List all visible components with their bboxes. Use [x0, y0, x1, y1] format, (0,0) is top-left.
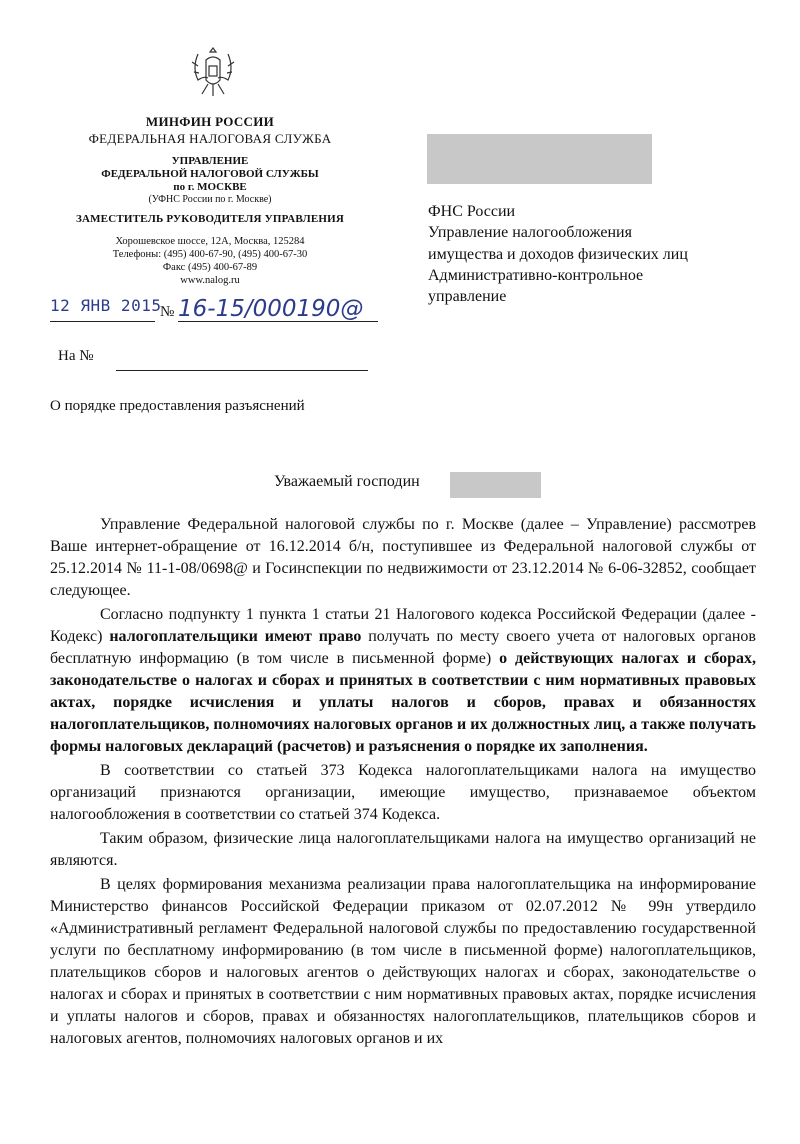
p2-bold-d: о действующих налогах и сборах, законодательстве о налогах и сборах и принятых в соответствии с ним нормативных правовых актах, порядке исчисления и уплаты налогов и сборов, правах и обязанностях налогоплательщиков, полномочиях налоговых органов и их должностных лиц, а также получать формы налоговых деклараций (расчетов) и разъяснения о порядке их заполнения. — [50, 650, 757, 755]
letterhead-fax: Факс (495) 400-67-89 — [162, 262, 258, 273]
paragraph-3: В соответствии со статьей 373 Кодекса налогоплательщиками налога на имущество организаций признаются организации, имеющие имущество, признаваемое объектом налогообложения в соответствии со статьей 374 Кодекса. — [50, 762, 756, 823]
p2-text-c: получать по месту своего учета от налоговых органов бесплатную информацию (в том числе в письменной форме) — [50, 628, 756, 667]
letter-body — [50, 514, 756, 1050]
addressee-line-1: ФНС России — [428, 203, 516, 220]
paragraph-4: Таким образом, физические лица налогоплательщиками налога на имущество организаций не являются. — [50, 830, 756, 869]
reference-label: На № — [58, 348, 94, 364]
department-abbrev: (УФНС России по г. Москве) — [148, 194, 272, 205]
date-underline — [50, 321, 155, 322]
addressee-line-3: имущества и доходов физических лиц — [428, 246, 688, 263]
redacted-name — [450, 472, 541, 498]
greeting: Уважаемый господин — [274, 473, 420, 490]
addressee-line-2: Управление налогообложения — [428, 224, 632, 241]
p2-text-a: Согласно подпункту 1 пункта 1 статьи 21 Налогового кодекса Российской Федерации (далее - Кодекс) — [50, 606, 756, 645]
coat-of-arms-emblem — [188, 44, 238, 102]
registration-date-stamp: 12 ЯНВ 2015 — [50, 296, 162, 315]
letter-subject: О порядке предоставления разъяснений — [50, 398, 305, 414]
addressee-line-4: Административно-контрольное — [428, 267, 644, 284]
paragraph-2 — [50, 604, 756, 758]
reference-underline — [116, 370, 368, 371]
number-underline — [178, 321, 378, 322]
ministry-title: МИНФИН РОССИИ — [145, 114, 275, 129]
letterhead-address: Хорошевское шоссе, 12А, Москва, 125284 — [115, 236, 305, 247]
number-sign: № — [160, 304, 175, 320]
signatory-position: ЗАМЕСТИТЕЛЬ РУКОВОДИТЕЛЯ УПРАВЛЕНИЯ — [75, 213, 345, 225]
department-line-3: по г. МОСКВЕ — [173, 181, 247, 193]
p2-bold-b: налогоплательщики имеют право — [109, 628, 362, 645]
letterhead-phones: Телефоны: (495) 400-67-90, (495) 400-67-30 — [112, 249, 308, 260]
department-line-2: ФЕДЕРАЛЬНОЙ НАЛОГОВОЙ СЛУЖБЫ — [101, 168, 319, 180]
department-line-1: УПРАВЛЕНИЕ — [171, 155, 249, 167]
addressee-line-5: управление — [428, 288, 507, 305]
paragraph-1: Управление Федеральной налоговой службы по г. Москве (далее – Управление) рассмотрев Ваше интернет-обращение от 16.12.2014 б/н, поступившее из Федеральной налоговой службы от 25.12.2014 № 11-1-08/0698@ и Госинспекции по недвижимости от 23.12.2014 № 6-06-32852, сообщает следующее. — [50, 516, 756, 599]
paragraph-5: В целях формирования механизма реализации права налогоплательщика на информирование Министерство финансов Российской Федерации приказом от 02.07.2012 № 99н утвердило «Административный регламент Федеральной налоговой службы по предоставлению государственной услуги по бесплатному информированию (в том числе в письменной форме) налогоплательщиков, плательщиков сборов и налоговых агентов о действующих налогах и сборах, законодательстве о налогах и сборах и принятых в соответствии с ним нормативных правовых актах, порядке исчисления и уплаты налогов и сборов, правах и обязанностях налогоплательщиков, плательщиков сборов и налоговых агентов, полномочиях налоговых органов и их — [50, 876, 756, 1047]
redacted-recipient-block — [427, 134, 652, 184]
registration-number: 16-15/000190@ — [178, 296, 364, 322]
letterhead-website: www.nalog.ru — [180, 275, 240, 286]
service-title: ФЕДЕРАЛЬНАЯ НАЛОГОВАЯ СЛУЖБА — [88, 131, 332, 146]
